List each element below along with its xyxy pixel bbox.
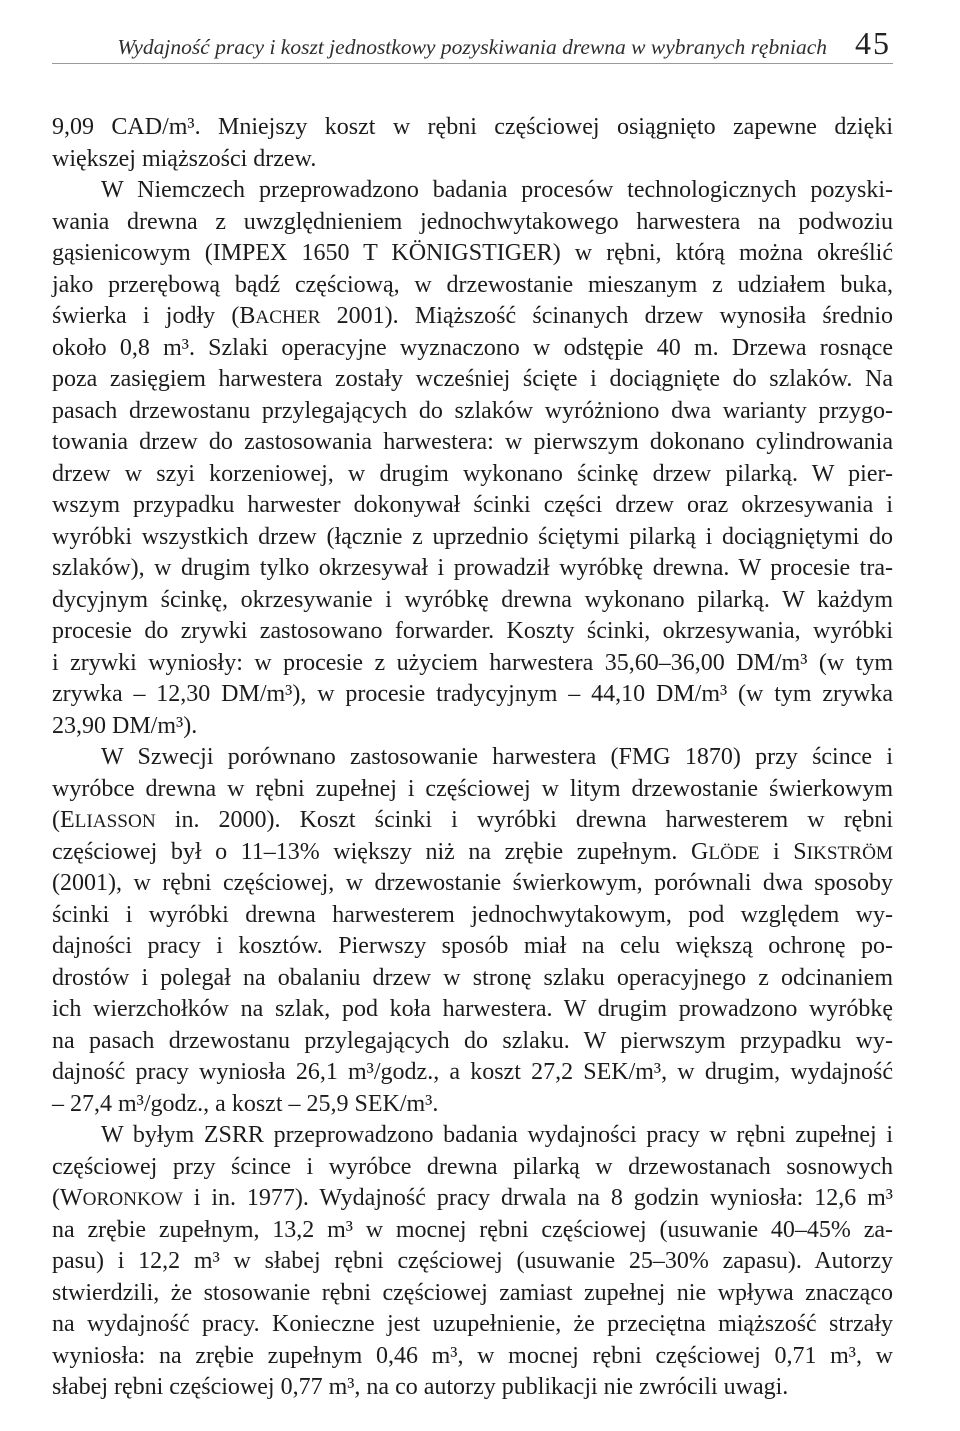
text-line: wszym przypadku harwester dokonywał ścinki części drzew oraz okrzesywania i (52, 492, 893, 518)
text-line: procesie do zrywki zastosowano forwarder. Koszty ścinki, okrzesywania, wyróbki (52, 618, 893, 644)
paragraph (52, 175, 893, 742)
text-line (52, 837, 893, 869)
paragraph (52, 1120, 893, 1404)
text-line: dycyjnym ścinkę, okrzesywanie i wyróbkę drewna wykonano pilarką. W każdym (52, 586, 893, 613)
text-line: (2001), w rębni częściowej, w drzewostanie świerkowym, porównali dwa sposoby (52, 870, 893, 896)
text-line: 9,09 CAD/m³. Mniejszy koszt w rębni częściowej osiągnięto zapewne dzięki (52, 114, 893, 140)
text-line: na pasach drzewostanu przylegających do szlaku. W pierwszym przypadku wy- (52, 1027, 893, 1054)
author-name: GLÖDE (690, 838, 760, 865)
text-line: drostów i polegał na obalaniu drzew w stronę szlaku operacyjnego z odcinaniem (52, 964, 893, 991)
text-line: W Szwecji porównano zastosowanie harwestera (FMG 1870) przy ścince i (101, 744, 893, 770)
text-line: – 27,4 m³/godz., a koszt – 25,9 SEK/m³. (52, 1090, 439, 1117)
text-line: gąsienicowym (IMPEX 1650 T KÖNIGSTIGER) w rębni, którą można określić (52, 240, 893, 266)
text-line: wyniosła: na zrębie zupełnym 0,46 m³, w mocnej rębni częściowej 0,71 m³, w (52, 1342, 893, 1369)
author-name: SIKSTRÖM (793, 838, 893, 865)
text-line: pasach drzewostanu przylegających do szlaków wyróżniono dwa warianty przygo- (52, 397, 893, 424)
text-line: ich wierzchołków na szlak, pod koła harwestera. W drugim prowadzono wyróbkę (52, 996, 893, 1022)
text-line: wyróbki wszystkich drzew (łącznie z uprzednio ściętymi pilarką i dociągniętymi do (52, 523, 893, 550)
running-header (52, 27, 893, 59)
text-line: szlaków), w drugim tylko okrzesywał i prowadził wyróbkę drewna. W procesie tra- (52, 555, 893, 581)
page-number: 45 (855, 25, 891, 61)
text-line: wyróbce drewna w rębni zupełnej i częściowej w litym drzewostanie świerkowym (52, 775, 893, 802)
text-segment: in. 2000). Koszt ścinki i wyróbki drewna harwesterem w rębni (155, 807, 893, 833)
text-segment: częściowej był o 11–13% większy niż na zrębie zupełnym. (52, 838, 691, 865)
text-segment: 2001). Miąższość ścinanych drzew wynosiła średnio (320, 303, 893, 329)
text-line: na zrębie zupełnym, 13,2 m³ w mocnej rębni częściowej (usuwanie 40–45% za- (52, 1216, 893, 1243)
paragraph (52, 742, 893, 1120)
text-line: częściowej przy ścince i wyróbce drewna pilarką w drzewostanach sosnowych (52, 1153, 893, 1180)
text-segment: ( (52, 807, 60, 833)
text-body (52, 112, 893, 1404)
text-line: około 0,8 m³. Szlaki operacyjne wyznaczono w odstępie 40 m. Drzewa rosnące (52, 334, 893, 361)
text-line (52, 805, 893, 837)
text-line: ścinki i wyróbki drewna harwesterem jednochwytakowym, pod względem wy- (52, 901, 893, 928)
text-line: na wydajność pracy. Konieczne jest uzupełnienie, że przeciętna miąższość strzały (52, 1311, 893, 1337)
text-line: W byłym ZSRR przeprowadzono badania wydajności pracy w rębni zupełnej i (101, 1122, 893, 1148)
text-line: większej miąższości drzew. (52, 145, 317, 172)
text-line: i zrywki wyniosły: w procesie z użyciem harwestera 35,60–36,00 DM/m³ (w tym (52, 649, 893, 676)
text-line: W Niemczech przeprowadzono badania procesów technologicznych pozyski- (101, 177, 893, 203)
text-line: dajności pracy i kosztów. Pierwszy sposób miał na celu większą ochronę po- (52, 933, 893, 959)
author-name: WORONKOW (60, 1185, 183, 1211)
running-title: Wydajność pracy i koszt jednostkowy pozyskiwania drewna w wybranych rębniach (117, 35, 827, 59)
text-line: pasu) i 12,2 m³ w słabej rębni częściowej (usuwanie 25–30% zapasu). Autorzy (52, 1248, 893, 1274)
text-line: stwierdzili, że stosowanie rębni częściowej zamiast zupełnej nie wpływa znacząco (52, 1279, 893, 1306)
paragraph (52, 112, 893, 175)
text-line: poza zasięgiem harwestera zostały wcześniej ścięte i dociągnięte do szlaków. Na (52, 366, 893, 392)
text-line: zrywka – 12,30 DM/m³), w procesie tradycyjnym – 44,10 DM/m³ (w tym zrywka (52, 681, 893, 707)
text-line (52, 1183, 893, 1215)
author-name: ELIASSON (60, 807, 156, 833)
text-line: słabej rębni częściowej 0,77 m³, na co autorzy publikacji nie zwrócili uwagi. (52, 1374, 789, 1400)
text-segment: świerka i jodły ( (52, 303, 240, 329)
text-segment: ( (52, 1185, 60, 1211)
header-rule (52, 63, 893, 64)
text-line: 23,90 DM/m³). (52, 712, 198, 739)
text-segment: i (759, 838, 794, 865)
text-line: dajność pracy wyniosła 26,1 m³/godz., a koszt 27,2 SEK/m³, w drugim, wydajność (52, 1059, 893, 1085)
text-segment: i in. 1977). Wydajność pracy drwala na 8 godzin wyniosła: 12,6 m³ (182, 1185, 893, 1211)
author-name: BACHER (239, 303, 321, 329)
text-line: towania drzew do zastosowania harwestera: w pierwszym dokonano cylindrowania (52, 429, 893, 455)
text-line (52, 301, 893, 333)
text-line: jako przerębową bądź częściową, w drzewostanie mieszanym z udziałem buka, (52, 271, 893, 298)
text-line: drzew w szyi korzeniowej, w drugim wykonano ścinkę drzew pilarką. W pier- (52, 460, 893, 487)
text-line: wania drewna z uwzględnieniem jednochwytakowego harwestera na podwoziu (52, 208, 893, 235)
